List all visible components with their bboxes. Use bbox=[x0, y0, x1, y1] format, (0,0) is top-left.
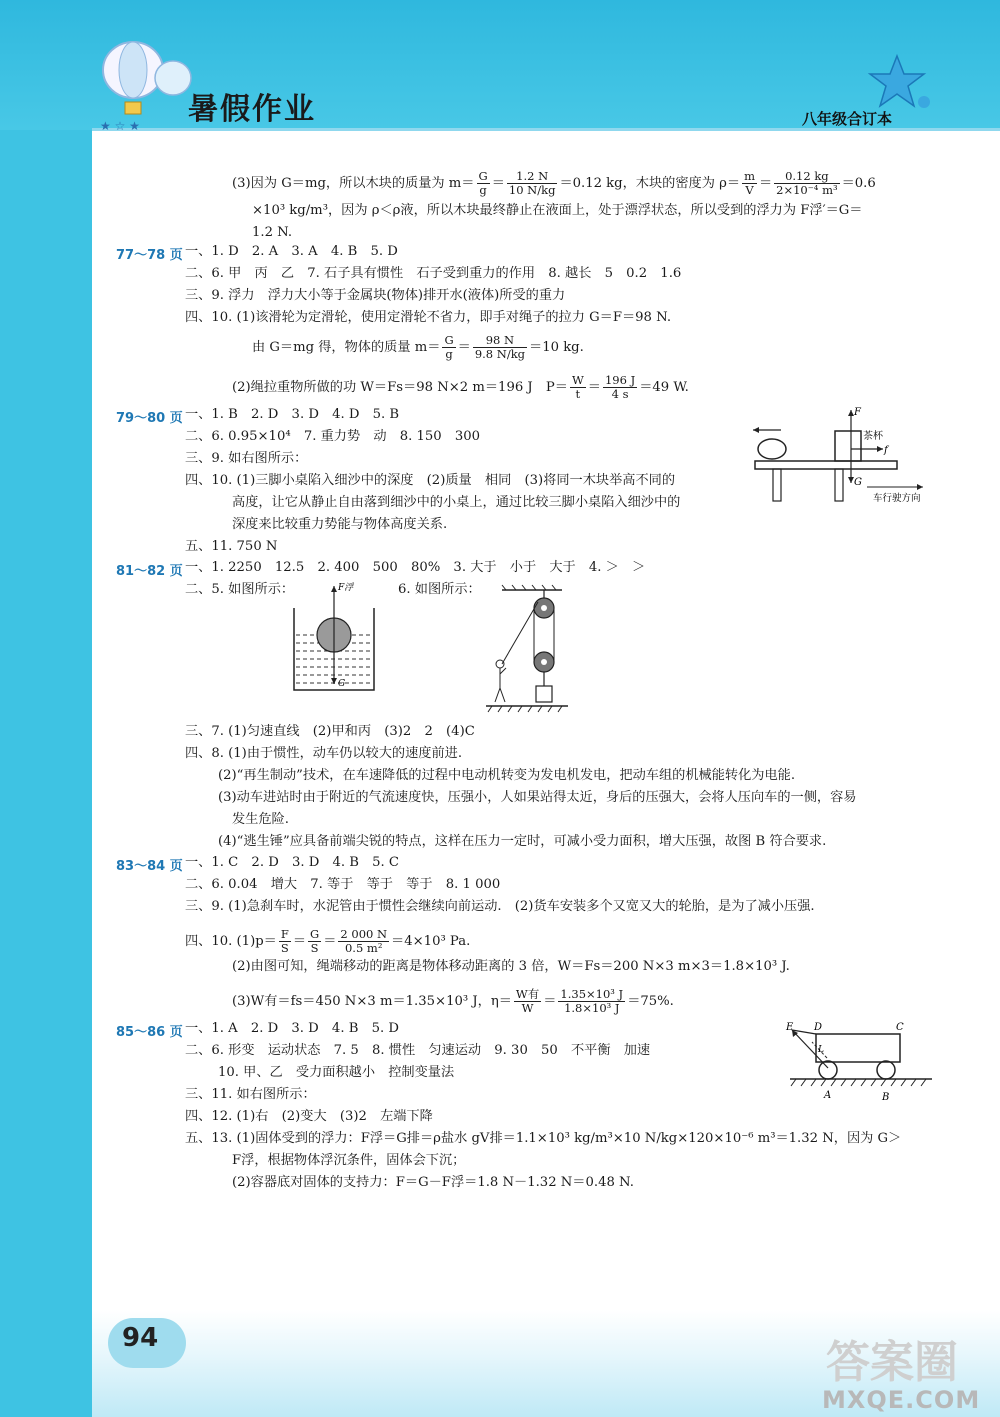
page-label-79: 79～80 页 bbox=[116, 411, 183, 426]
p77-line-2: 二、6. 甲 丙 乙 7. 石子具有惯性 石子受到重力的作用 8. 越长 5 0.2 1.6 bbox=[185, 266, 682, 281]
p77-line-6: (2)绳拉重物所做的功 W＝Fs＝98 N×2 m＝196 J P＝ $\frac{W}{t}$ ＝ $\frac{196 J}{4 s}$ ＝49 W. bbox=[232, 373, 689, 401]
p85-line-1: 一、1. A 2. D 3. D 4. B 5. D bbox=[185, 1021, 399, 1036]
floating-ball-diagram bbox=[290, 580, 380, 695]
fig-label-f: f bbox=[884, 445, 888, 456]
p83-line-2: 二、6. 0.04 增大 7. 等于 等于 等于 8. 1 000 bbox=[185, 877, 501, 892]
p85-line-2: 二、6. 形变 运动状态 7. 5 8. 惯性 匀速运动 9. 30 50 不平衡 加速 bbox=[185, 1043, 651, 1058]
page-label-83: 83～84 页 bbox=[116, 859, 183, 874]
p83-line-6: (3)W有＝fs＝450 N×3 m＝1.35×10³ J，η＝ $\frac{\text{W有}}{W}$ ＝ $\frac{\text{1.35×10³ J}}{\text{1.8×10³ J}}$ ＝75%. bbox=[232, 987, 674, 1015]
fig-label-C: C bbox=[896, 1022, 904, 1033]
p77-line-1: 一、1. D 2. A 3. A 4. B 5. D bbox=[185, 244, 398, 259]
fig-label-cup: 茶杯 bbox=[863, 431, 883, 442]
p81-line-4: 四、8. (1)由于惯性，动车仍以较大的速度前进. bbox=[185, 746, 463, 761]
s1-line-2: ×10³ kg/m³，因为 ρ＜ρ液，所以木块最终静止在液面上，处于漂浮状态，所以受到的浮力为 F浮′＝G＝ bbox=[252, 203, 863, 218]
fig-label-A: A bbox=[824, 1090, 832, 1101]
p79-line-4: 四、10. (1)三脚小桌陷入细沙中的深度 (2)质量 相同 (3)将同一木块举高不同的 bbox=[185, 473, 676, 488]
pulley-system-diagram bbox=[482, 584, 572, 716]
p83-line-5: (2)由图可知，绳端移动的距离是物体移动距离的 3 倍，W＝Fs＝200 N×3 m×3＝1.8×10³ J. bbox=[232, 959, 790, 974]
fig-label-L: L bbox=[818, 1045, 824, 1055]
p79-line-7: 五、11. 750 N bbox=[185, 539, 278, 554]
star-decoration-icon bbox=[862, 52, 932, 112]
p85-line-3: 10. 甲、乙 受力面积越小 控制变量法 bbox=[218, 1065, 455, 1080]
fig-label-E: E bbox=[786, 1022, 794, 1033]
page-label-85: 85～86 页 bbox=[116, 1025, 183, 1040]
p83-line-1: 一、1. C 2. D 3. D 4. B 5. C bbox=[185, 855, 400, 870]
s1-line-3: 1.2 N. bbox=[252, 225, 293, 240]
fig-label-F: F bbox=[854, 407, 861, 418]
p85-line-6: 五、13. (1)固体受到的浮力：F浮＝G排＝ρ盐水 gV排＝1.1×10³ kg/m³×10 N/kg×120×10⁻⁶ m³＝1.32 N，因为 G＞ bbox=[185, 1131, 902, 1146]
p77-line-5: 由 G＝mg 得，物体的质量 m＝ $\frac{G}{g}$ ＝ $\frac{98 N}{9.8 N/kg}$ ＝10 kg. bbox=[252, 333, 584, 361]
p79-line-1: 一、1. B 2. D 3. D 4. D 5. B bbox=[185, 407, 400, 422]
p83-line-4: 四、10. (1)p＝ $\frac{F}{S}$ ＝ $\frac{G}{S}$ ＝ $\frac{2 000 N}{\text{0.5 m²}}$ ＝4×10³ Pa. bbox=[185, 927, 471, 955]
watermark-site: MXQE.COM bbox=[822, 1386, 981, 1414]
p81-line-2a: 二、5. 如图所示： bbox=[185, 582, 295, 597]
fig-label-G2: G bbox=[338, 679, 346, 689]
cup-on-table-diagram bbox=[745, 405, 945, 505]
p81-line-8: (4)“逃生锤”应具备前端尖锐的特点，这样在压力一定时，可减小受力面积，增大压强，故图 B 符合要求. bbox=[218, 834, 827, 849]
p77-line-3: 三、9. 浮力 浮力大小等于金属块(物体)排开水(液体)所受的重力 bbox=[185, 288, 566, 303]
fig-label-D: D bbox=[814, 1022, 823, 1033]
p79-line-3: 三、9. 如右图所示： bbox=[185, 451, 308, 466]
p85-line-7: F浮，根据物体浮沉条件，固体会下沉； bbox=[232, 1153, 466, 1168]
p79-line-5: 高度，让它从静止自由落到细沙中的小桌上，通过比较三脚小桌陷入细沙中的 bbox=[232, 495, 681, 510]
watermark-logo: 答案圈 bbox=[826, 1337, 958, 1388]
p85-line-8: (2)容器底对固体的支持力：F＝G－F浮＝1.8 N－1.32 N＝0.48 N. bbox=[232, 1175, 634, 1190]
page-number: 94 bbox=[122, 1323, 159, 1353]
p81-line-3: 三、7. (1)匀速直线 (2)甲和丙 (3)2 2 (4)C bbox=[185, 724, 475, 739]
page-label-81: 81～82 页 bbox=[116, 564, 183, 579]
fig-label-Ffu: F浮 bbox=[338, 583, 354, 593]
p81-line-7: 发生危险. bbox=[232, 812, 289, 827]
p79-line-2: 二、6. 0.95×10⁴ 7. 重力势 动 8. 150 300 bbox=[185, 429, 481, 444]
fig-label-B: B bbox=[882, 1092, 890, 1103]
p77-line-4: 四、10. (1)该滑轮为定滑轮，使用定滑轮不省力，即手对绳子的拉力 G＝F＝98 N. bbox=[185, 310, 672, 325]
p79-line-6: 深度来比较重力势能与物体高度关系. bbox=[232, 517, 448, 532]
p81-line-1: 一、1. 2250 12.5 2. 400 500 80% 3. 大于 小于 大于 4. ＞ ＞ bbox=[185, 560, 646, 575]
p85-line-4: 三、11. 如右图所示： bbox=[185, 1087, 316, 1102]
edition-label: 八年级合订本 bbox=[801, 110, 892, 128]
p85-line-5: 四、12. (1)右 (2)变大 (3)2 左端下降 bbox=[185, 1109, 433, 1124]
p81-line-5: (2)“再生制动”技术，在车速降低的过程中电动机转变为发电机发电，把动车组的机械能转化为电能. bbox=[218, 768, 796, 783]
logo-text: 暑假作业 bbox=[188, 92, 316, 127]
p81-line-2b: 6. 如图所示： bbox=[398, 582, 481, 597]
s1-line-1: (3)因为 G＝mg，所以木块的质量为 m＝ $\frac{G}{g}$ ＝ $\frac{1.2 N}{10 N/kg}$ ＝0.12 kg，木块的密度为 ρ＝ $\frac{m}{V}$ ＝ $\frac{0.12 kg}{\text{2×10⁻⁴ m³}}$ ＝0.6 bbox=[232, 169, 876, 197]
p81-line-6: (3)动车进站时由于附近的气流速度快，压强小，人如果站得太近，身后的压强大，会将人压向车的一侧，容易 bbox=[218, 790, 857, 805]
cart-lever-diagram bbox=[778, 1016, 938, 1106]
p83-line-3: 三、9. (1)急刹车时，水泥管由于惯性会继续向前运动. (2)货车安装多个又宽又大的轮胎，是为了减小压强. bbox=[185, 899, 815, 914]
fig-label-direction: 车行驶方向 bbox=[873, 493, 921, 504]
page-label-77: 77～78 页 bbox=[116, 248, 183, 263]
fig-label-G: G bbox=[854, 477, 862, 488]
svg-text:★ ☆ ★: ★ ☆ ★ bbox=[100, 119, 140, 133]
